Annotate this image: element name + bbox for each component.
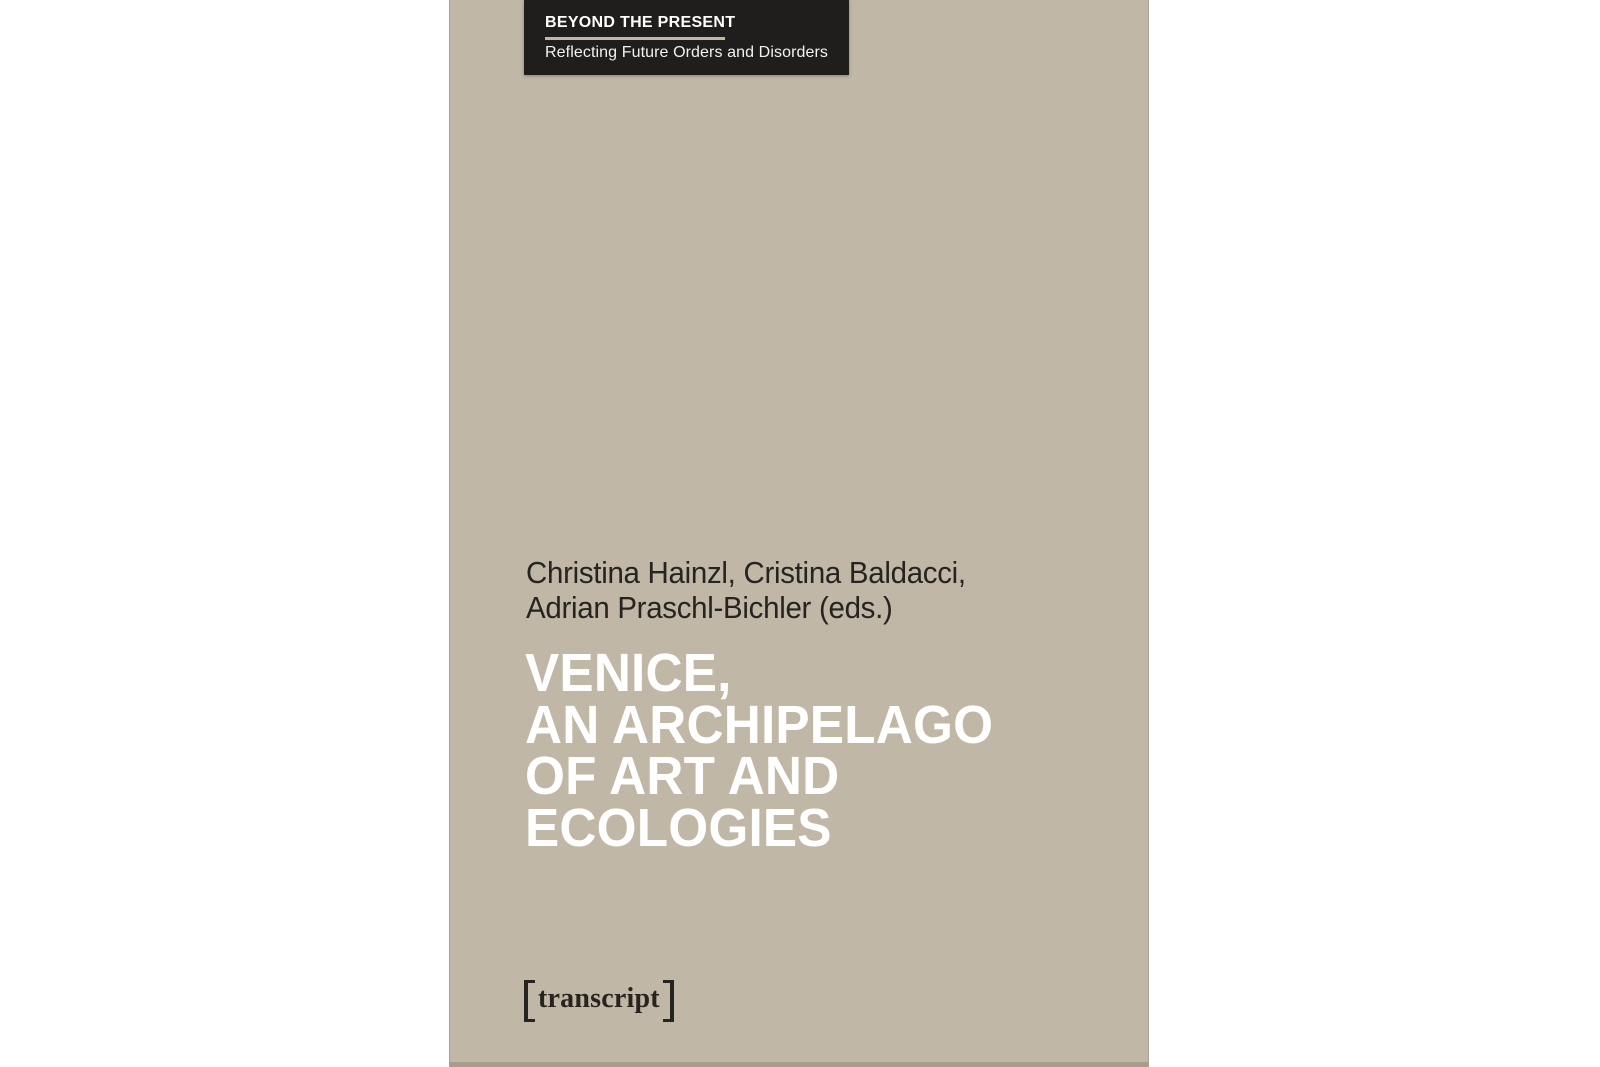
editors-line-1: Christina Hainzl, Cristina Baldacci,: [526, 555, 966, 590]
series-title-underline: [545, 37, 725, 40]
book-title-line-1: VENICE,: [525, 643, 732, 703]
book-title-line-2: AN ARCHIPELAGO: [525, 694, 994, 755]
book-cover: [449, 0, 1149, 1067]
cover-bottom-edge: [450, 1062, 1148, 1067]
book-title-line-4: ECOLOGIES: [525, 797, 832, 858]
series-title: BEYOND THE PRESENT: [545, 14, 736, 31]
left-bracket-icon: [524, 980, 535, 1022]
series-subtitle: Reflecting Future Orders and Disorders: [545, 44, 829, 61]
right-bracket-icon: [663, 980, 674, 1022]
publisher-logo: [524, 980, 674, 1022]
publisher-name: transcript: [538, 983, 660, 1014]
book-title-line-3: OF ART AND: [525, 746, 840, 806]
book-title: [525, 643, 994, 858]
series-banner: [524, 0, 849, 75]
editors-line-2: Adrian Praschl-Bichler (eds.): [526, 590, 893, 625]
editors-names: [526, 555, 966, 625]
